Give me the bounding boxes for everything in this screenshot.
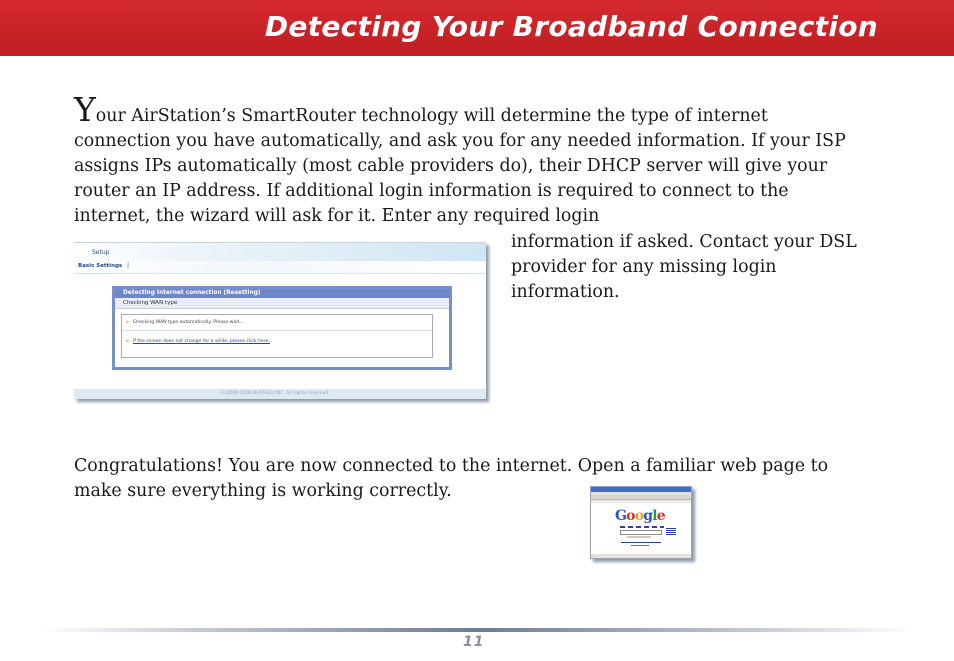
search-input (620, 530, 662, 535)
double-arrow-icon: » (126, 339, 129, 344)
google-footer-links (621, 542, 661, 543)
search-buttons (627, 536, 651, 538)
dialog-subtitle: Checking WAN type (123, 300, 178, 306)
checking-text: Checking WAN type automatically. Please wait... (132, 320, 244, 325)
setup-header (74, 243, 486, 261)
dialog-titlebar (115, 289, 449, 298)
setup-label: Setup (92, 249, 110, 256)
setup-screenshot (74, 242, 486, 399)
drop-cap: Y (74, 90, 96, 129)
message-box (121, 314, 433, 358)
click-here-link: If the screen does not change for a while, please click here. (132, 339, 270, 344)
search-side-links (666, 528, 676, 536)
footer-rule (40, 628, 914, 632)
message-divider (122, 330, 432, 331)
browser-screenshot (590, 486, 692, 559)
setup-footer (74, 389, 486, 399)
page-number: 11 (463, 634, 485, 650)
intro-paragraph (74, 90, 864, 229)
intro-paragraph-continued: information if asked. Contact your DSL provider for any missing login information. (511, 232, 857, 302)
congrats-paragraph: Congratulations! You are now connected to the internet. Open a familiar web page to make sure everything is working correctly. (74, 456, 829, 501)
browser-statusbar (591, 554, 691, 558)
google-footer-copyright (631, 545, 649, 546)
page-title: Detecting Your Broadband Connection (264, 10, 878, 43)
intro-text: our AirStation’s SmartRouter technology will determine the type of internet connection you have automatically, and ask you for any needed information. If your ISP assigns IPs automatically (most cable providers do), their DHCP server will give your router an IP address. If additional login information is required to connect to the internet, the wizard will ask for it. Enter any required login (74, 106, 846, 226)
dialog-title: Detecting Internet connection (Resetting) (123, 290, 261, 296)
double-arrow-icon: » (126, 320, 129, 325)
nav-separator: | (127, 262, 130, 269)
setup-nav (74, 261, 486, 274)
checking-message (126, 320, 244, 325)
click-here-message (126, 339, 270, 344)
basic-settings-link: Basic Settings (78, 263, 123, 269)
copyright-text: (C)2000-2006 BUFFALO INC. All rights reserved. (220, 391, 330, 396)
header-banner (0, 0, 954, 56)
google-logo: Google (615, 508, 665, 524)
search-tabs (620, 526, 664, 528)
detecting-dialog (112, 286, 452, 370)
dialog-subbar (115, 298, 449, 309)
